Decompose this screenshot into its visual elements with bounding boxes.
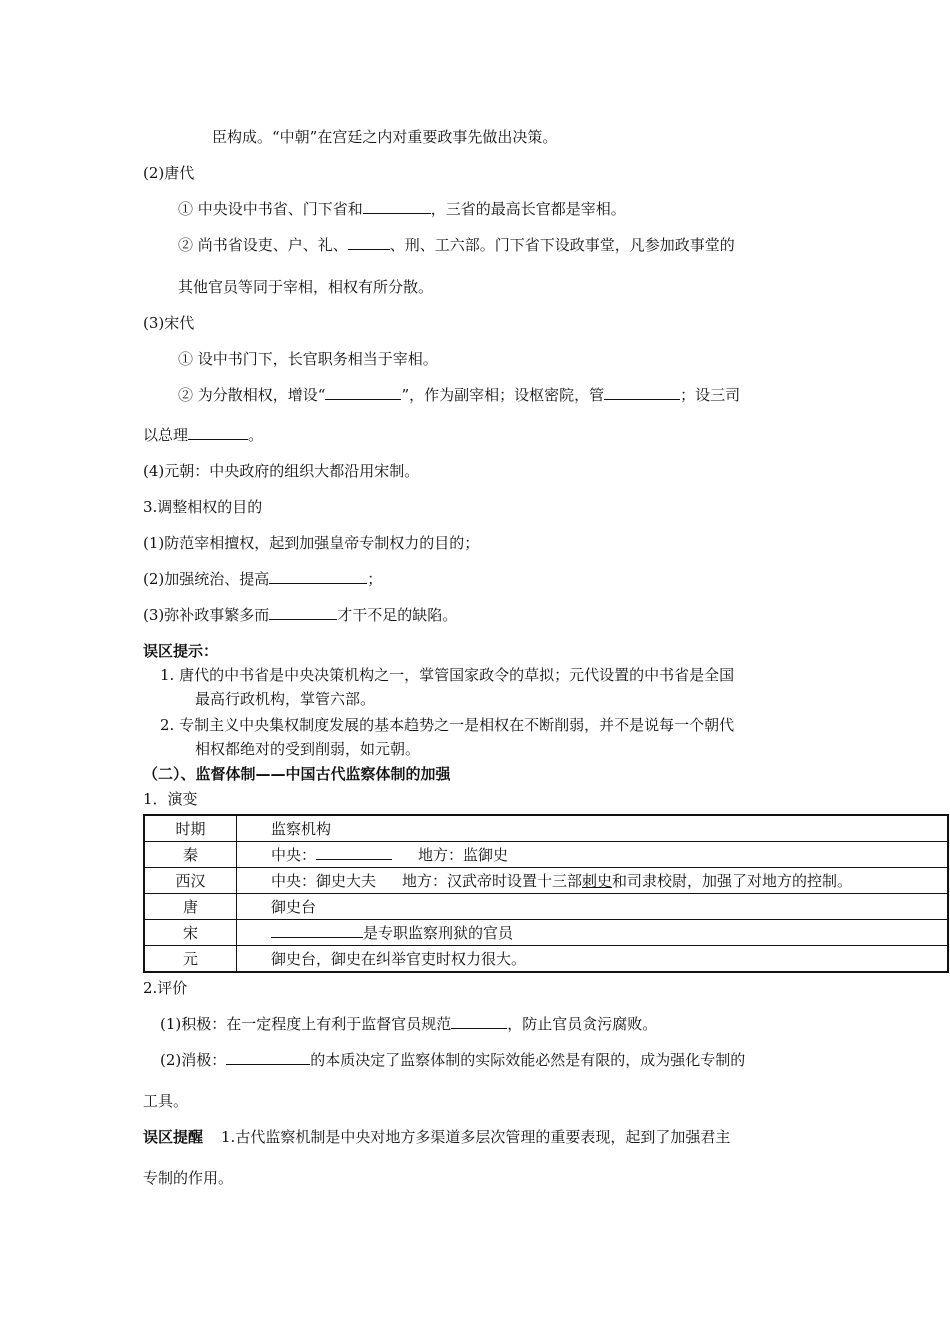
tip-line: 2. 专制主义中央集权制度发展的基本趋势之一是相权在不断削弱，并不是说每一个朝代 xyxy=(160,716,735,734)
text-line: 专制的作用。 xyxy=(143,1169,234,1187)
heading-song: (3)宋代 xyxy=(143,314,195,332)
fill-blank[interactable] xyxy=(316,845,392,860)
supervision-table xyxy=(143,814,949,973)
section-title: （二）、监督体制——中国古代监察体制的加强 xyxy=(143,765,451,783)
text-line: (2)消极： 的本质决定了监察体制的实际效能必然是有限的，成为强化专制的 xyxy=(160,1051,746,1069)
tip-line: 1. 唐代的中书省是中央决策机构之一，掌管国家政令的草拟；元代设置的中书省是全国 xyxy=(160,666,735,684)
text-line: ② 为分散相权，增设“ ”，作为副宰相；设枢密院，管 ；设三司 xyxy=(178,386,741,404)
text-line: (1)积极：在一定程度上有利于监督官员规范 ，防止官员贪污腐败。 xyxy=(160,1015,658,1033)
table-row xyxy=(144,815,948,842)
fill-blank[interactable] xyxy=(269,605,337,620)
table-cell-agency: 中央：御史大夫 地方：汉武帝时设置十三部刺史和司隶校尉，加强了对地方的控制。 xyxy=(237,868,949,894)
text-line: (2)加强统治、提高 ； xyxy=(143,570,383,588)
fill-blank[interactable] xyxy=(451,1014,507,1029)
tip-line: 相权都绝对的受到削弱，如元朝。 xyxy=(195,740,421,758)
fill-blank[interactable] xyxy=(269,569,367,584)
heading-tang: (2)唐代 xyxy=(143,164,195,182)
fill-blank[interactable] xyxy=(363,199,431,214)
text-line: 其他官员等同于宰相，相权有所分散。 xyxy=(178,278,434,296)
fill-blank[interactable] xyxy=(348,235,390,250)
table-cell-period: 秦 xyxy=(144,842,237,868)
table-cell-period: 宋 xyxy=(144,920,237,946)
subsection-heading: 1．演变 xyxy=(143,790,198,808)
section-heading: 3.调整相权的目的 xyxy=(143,498,263,516)
fill-blank[interactable] xyxy=(226,1050,310,1065)
fill-blank[interactable] xyxy=(271,923,363,938)
table-row xyxy=(144,920,948,946)
fill-blank[interactable] xyxy=(325,385,401,400)
table-cell-agency: 御史台 xyxy=(237,894,949,920)
tip-line: 最高行政机构，掌管六部。 xyxy=(195,690,376,708)
table-cell-agency: 是专职监察刑狱的官员 xyxy=(237,920,949,946)
text-line: ① 中央设中书省、门下省和 ，三省的最高长官都是宰相。 xyxy=(178,200,626,218)
table-header-agency: 监察机构 xyxy=(237,815,949,842)
table-cell-agency: 御史台，御史在纠举官吏时权力很大。 xyxy=(237,946,949,973)
text-line: ② 尚书省设吏、户、礼、 、刑、工六部。门下省下设政事堂，凡参加政事堂的 xyxy=(178,236,735,254)
table-cell-period: 唐 xyxy=(144,894,237,920)
table-row xyxy=(144,946,948,973)
table-cell-agency: 中央： 地方：监御史 xyxy=(237,842,949,868)
text-line: (4)元朝：中央政府的组织大都沿用宋制。 xyxy=(143,462,420,480)
fill-blank[interactable] xyxy=(604,385,680,400)
subsection-heading: 2.评价 xyxy=(143,979,188,997)
reminder-heading: 误区提醒 xyxy=(143,1128,204,1146)
table-row xyxy=(144,894,948,920)
text-line: (1)防范宰相擅权，起到加强皇帝专制权力的目的； xyxy=(143,534,480,552)
table-row xyxy=(144,842,948,868)
text-line: ① 设中书门下，长官职务相当于宰相。 xyxy=(178,350,438,368)
text-line: 误区提醒 1.古代监察机制是中央对地方多渠道多层次管理的重要表现，起到了加强君主 xyxy=(143,1128,731,1146)
text-line: 工具。 xyxy=(143,1092,189,1110)
table-row xyxy=(144,868,948,894)
table-header-period: 时期 xyxy=(144,815,237,842)
text-line: 臣构成。“中朝”在宫廷之内对重要政事先做出决策。 xyxy=(212,128,558,146)
text-line: 以总理 。 xyxy=(143,426,264,444)
tip-heading: 误区提示： xyxy=(143,642,219,660)
table-cell-period: 西汉 xyxy=(144,868,237,894)
text-line: (3)弥补政事繁多而 才干不足的缺陷。 xyxy=(143,606,458,624)
fill-blank[interactable] xyxy=(188,425,248,440)
table-cell-period: 元 xyxy=(144,946,237,973)
